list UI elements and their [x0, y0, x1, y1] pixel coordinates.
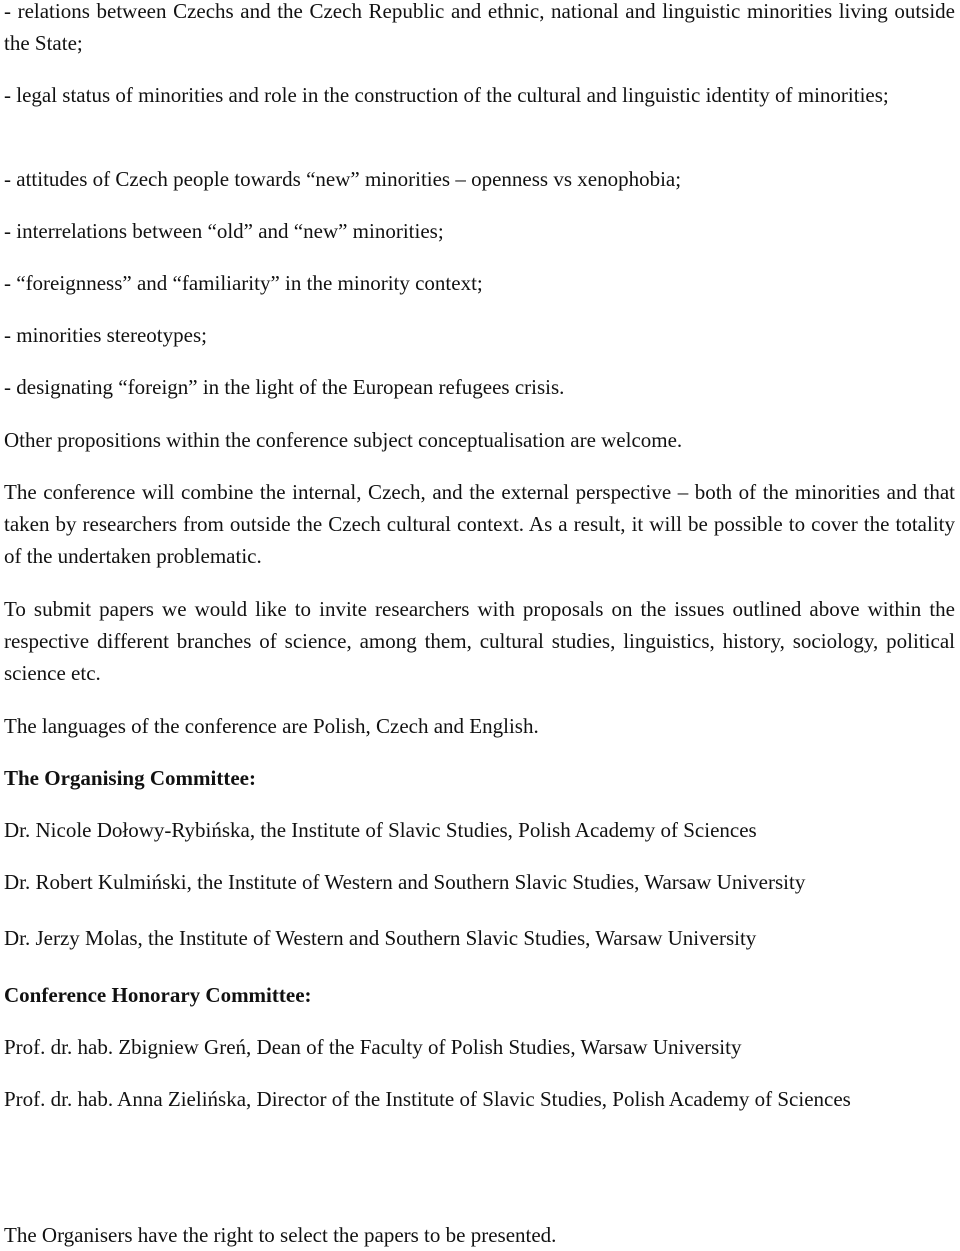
organising-committee-member: Dr. Robert Kulmiński, the Institute of Western and Southern Slavic Studies, Warsaw University — [4, 870, 806, 894]
honorary-committee-member: Prof. dr. hab. Anna Zielińska, Director of the Institute of Slavic Studies, Polish Academy of Sciences — [4, 1087, 851, 1111]
languages-paragraph: The languages of the conference are Polish, Czech and English. — [4, 714, 539, 738]
honorary-committee-member: Prof. dr. hab. Zbigniew Greń, Dean of the Faculty of Polish Studies, Warsaw University — [4, 1035, 742, 1059]
organising-committee-member: Dr. Jerzy Molas, the Institute of Western and Southern Slavic Studies, Warsaw University — [4, 926, 757, 950]
topic-item: - legal status of minorities and role in the construction of the cultural and linguistic identity of minorities; — [4, 83, 889, 107]
organising-committee-member: Dr. Nicole Dołowy-Rybińska, the Institute of Slavic Studies, Polish Academy of Sciences — [4, 818, 757, 842]
topic-item: - interrelations between “old” and “new” minorities; — [4, 219, 444, 243]
other-propositions-paragraph: Other propositions within the conference subject conceptualisation are welcome. — [4, 428, 683, 452]
topic-item: - minorities stereotypes; — [4, 323, 207, 347]
perspective-paragraph: The conference will combine the internal, Czech, and the external perspective – both of the minorities and that taken by researchers from outside the Czech cultural context. As a result, it will be possible to cover the totality of the undertaken problematic. — [4, 480, 955, 568]
topic-item: - designating “foreign” in the light of the European refugees crisis. — [4, 375, 565, 399]
organising-committee-heading: The Organising Committee: — [4, 766, 256, 790]
topic-item: - attitudes of Czech people towards “new” minorities – openness vs xenophobia; — [4, 167, 682, 191]
topic-item: - relations between Czechs and the Czech Republic and ethnic, national and linguistic minorities living outside the State; — [4, 0, 955, 55]
honorary-committee-heading: Conference Honorary Committee: — [4, 983, 312, 1007]
submission-paragraph: To submit papers we would like to invite researchers with proposals on the issues outlined above within the respective different branches of science, among them, cultural studies, linguistics, history, sociology, political science etc. — [4, 597, 955, 685]
topic-item: - “foreignness” and “familiarity” in the minority context; — [4, 271, 483, 295]
closing-note: The Organisers have the right to select the papers to be presented. — [4, 1223, 557, 1247]
